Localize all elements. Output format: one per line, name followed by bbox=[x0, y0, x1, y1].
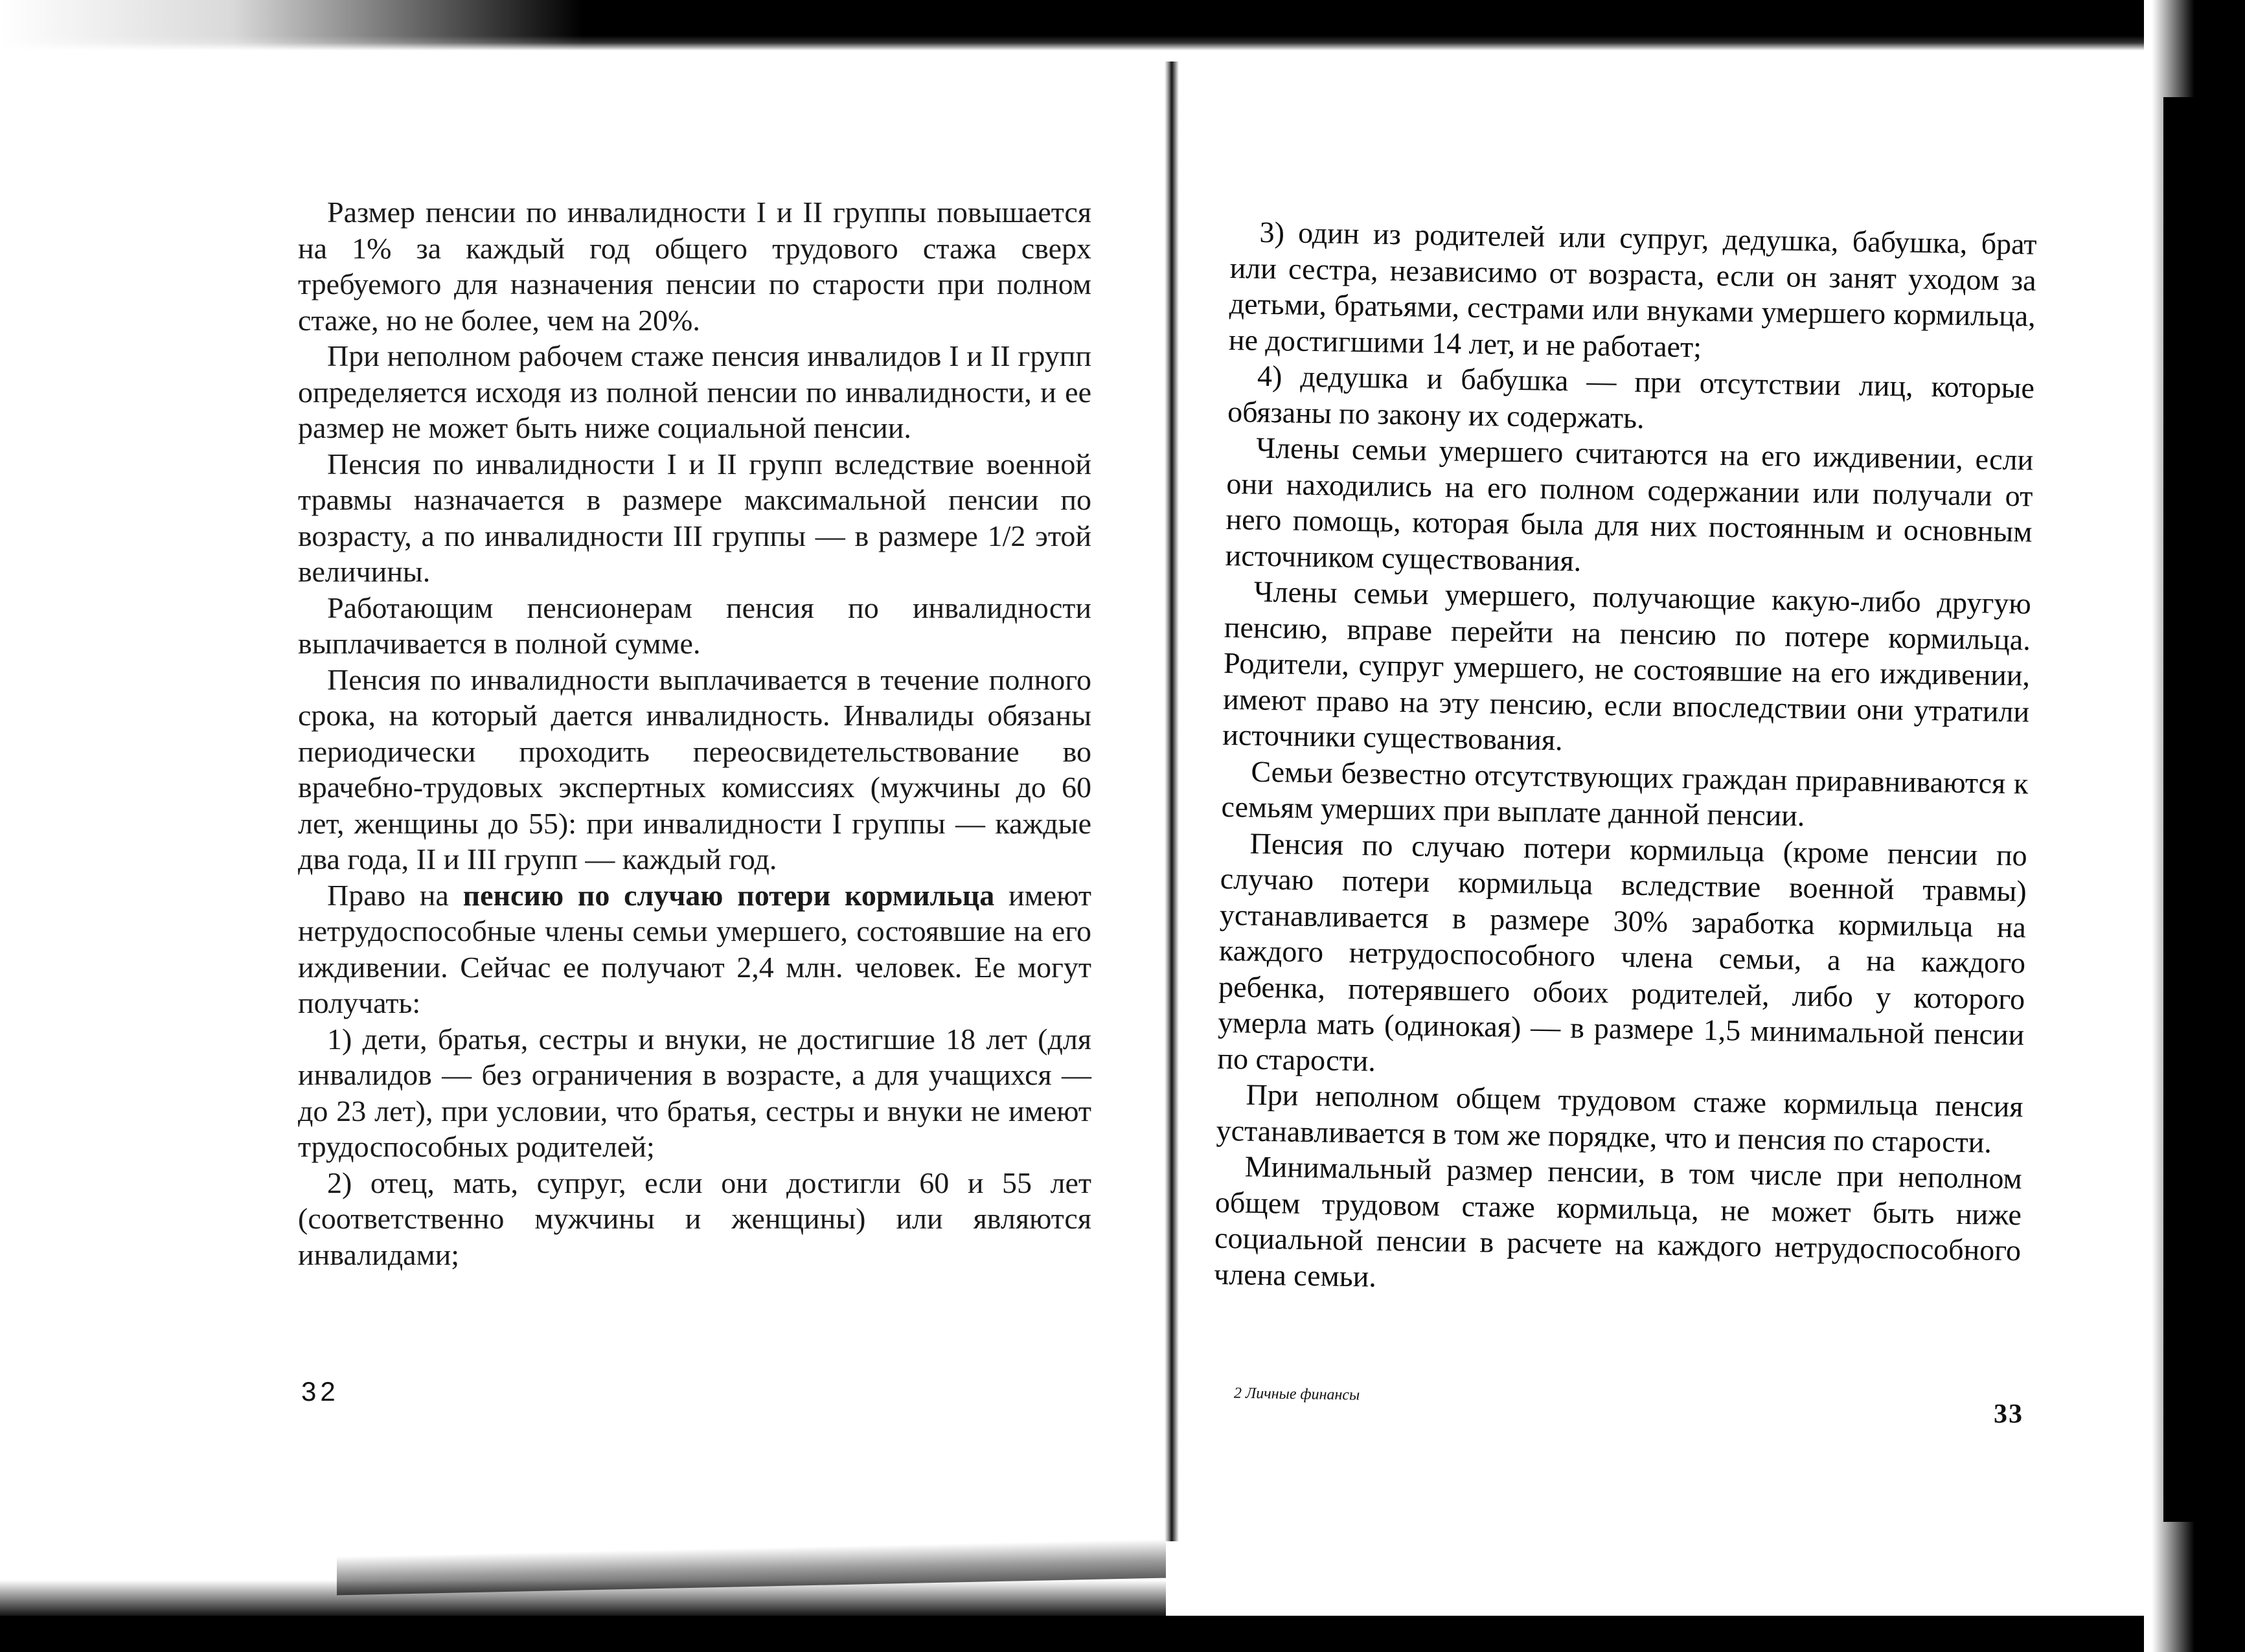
left-page bbox=[298, 194, 1091, 1273]
paragraph: Семьи безвестно отсутствующих граждан приравниваются к семьям умерших при выплате данной пенсии. bbox=[1221, 754, 2029, 833]
paragraph: Пенсия по инвалидности I и II групп вследствие военной травмы назначается в размере максимальной пенсии по возрасту, а по инвалидности III группы — в размере 1/2 этой величины. bbox=[298, 447, 1091, 588]
paragraph: Работающим пенсионерам пенсия по инвалидности выплачивается в полной сумме. bbox=[298, 591, 1091, 660]
paragraph: Члены семьи умершего считаются на его иждивении, если они находились на его полном содержании или получали от него помощь, которая была для них постоянным и основным источником существования. bbox=[1225, 431, 2034, 578]
list-item: 3) один из родителей или супруг, дедушка, бабушка, брат или сестра, независимо от возраста, если он занят уходом за детьми, братьями, сестрами или внуками умершего кормильца, не достигшими 14 лет, и не работает; bbox=[1228, 215, 2037, 363]
list-item: 4) дедушка и бабушка — при отсутствии лиц, которые обязаны по закону их содержать. bbox=[1227, 359, 2035, 435]
paragraph-text: Право на bbox=[327, 878, 463, 912]
list-item: 1) дети, братья, сестры и внуки, не достигшие 18 лет (для инвалидов — без ограничения в возрасте, а для учащихся — до 23 лет), при условии, что братья, сестры и внуки не имеют трудоспособных родителей; bbox=[298, 1022, 1091, 1163]
scan-border-top-fade bbox=[0, 0, 583, 71]
scan-border-bottom bbox=[0, 1616, 2245, 1652]
scan-border-right-dark bbox=[2163, 97, 2245, 1522]
paragraph: Пенсия по случаю потери кормильца (кроме пенсии по случаю потери кормильца вследствие военной травмы) устанавливается в размере 30% заработка кормильца на каждого нетрудоспособного члена семьи, а на каждого ребенка, потерявшего обоих родителей, либо у которого умерла мать (одинокая) — в размере 1,5 минимальной пенсии по старости. bbox=[1217, 826, 2027, 1078]
list-item: 2) отец, мать, супруг, если они достигли 60 и 55 лет (соответственно мужчины и женщины) или являются инвалидами; bbox=[298, 1166, 1091, 1271]
survivor-pension-paragraph bbox=[298, 877, 1091, 1021]
paragraph: Члены семьи умершего, получающие какую-либо другую пенсию, вправе перейти на пенсию по потере кормильца. Родители, супруг умершего, не состоявшие на его иждивении, имеют право на эту пенсию, если впоследствии они утратили источники существования. bbox=[1222, 574, 2032, 757]
paragraph: При неполном общем трудовом стаже кормильца пенсия устанавливается в том же порядке, что и пенсия по старости. bbox=[1216, 1078, 2023, 1159]
page-number-right: 33 bbox=[1994, 1399, 2023, 1429]
paragraph: Пенсия по инвалидности выплачивается в течение полного срока, на который дается инвалидность. Инвалиды обязаны периодически проходить переосвидетельствование во врачебно-трудовых экспертных комиссиях (мужчины до 60 лет, женщины до 55): при инвалидности I группы — каждые два года, II и III групп — каждый год. bbox=[298, 662, 1091, 876]
paragraph: Размер пенсии по инвалидности I и II группы повышается на 1% за каждый год общего трудового стажа сверх требуемого для назначения пенсии по старости при полном стаже, но не более, чем на 20%. bbox=[298, 196, 1091, 337]
book-spine bbox=[1165, 62, 1179, 1541]
paragraph-text: имеют нетрудоспособные члены семьи умершего, состоявшие на его иждивении. Сейчас ее получают 2,4 млн. человек. Ее могут получать: bbox=[298, 878, 1092, 1019]
paragraph: Минимальный размер пенсии, в том числе при неполном общем трудовом стаже кормильца, не может быть ниже социальной пенсии в расчете на каждого нетрудоспособного члена семьи. bbox=[1213, 1149, 2023, 1293]
right-page bbox=[1214, 214, 2037, 1304]
paragraph: При неполном рабочем стаже пенсия инвалидов I и II групп определяется исходя из полной пенсии по инвалидности, и ее размер не может быть ниже социальной пенсии. bbox=[298, 339, 1091, 444]
bold-term: пенсию по случаю потери кормильца bbox=[462, 878, 995, 912]
printer-signature: 2 Личные финансы bbox=[1233, 1385, 1360, 1404]
page-number-left: 32 bbox=[301, 1376, 339, 1407]
